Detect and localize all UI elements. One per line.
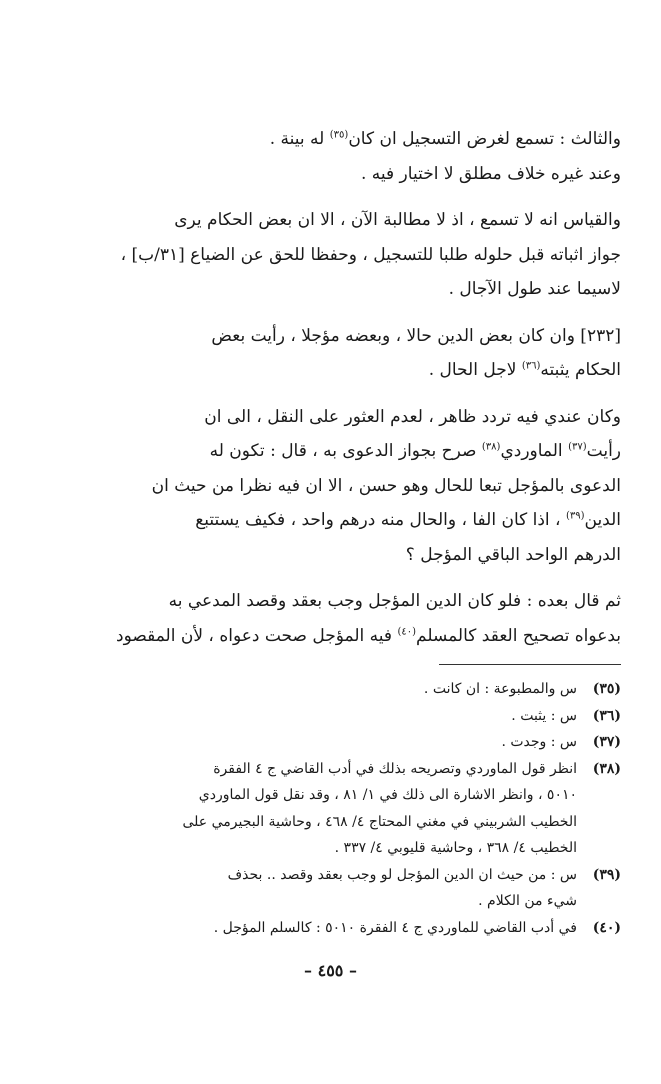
footnote <box>31 915 621 942</box>
text-line <box>31 469 621 504</box>
text-run: وعند غيره خلاف مطلق لا اختيار فيه . <box>360 163 621 184</box>
footnote-ref: (٣٨) <box>481 441 501 453</box>
footnotes <box>31 676 621 941</box>
text-run: لاجل الحال . <box>428 360 522 380</box>
footnote-ref: (٤٠) <box>397 625 416 637</box>
text-run: بدعواه تصحيح العقد كالمسلم <box>416 625 621 646</box>
footnote-separator <box>439 664 621 665</box>
footnote-number: (٣٩) <box>592 866 621 883</box>
footnote-line: الخطيب ٤/ ٣٦٨ ، وحاشية قليوبي ٤/ ٣٣٧ . <box>334 840 577 856</box>
text-line <box>31 319 621 354</box>
footnote-line: س : وجدت . <box>501 734 577 750</box>
text-line <box>31 434 621 469</box>
footnote-text <box>31 756 577 862</box>
text-line <box>31 203 621 238</box>
text-line <box>31 157 621 192</box>
footnote-line: س والمطبوعة : ان كانت . <box>423 681 577 697</box>
text-run: الدين <box>584 510 621 530</box>
footnote-number: (٣٦) <box>592 707 621 724</box>
text-run: الماوردي <box>500 441 569 461</box>
footnote-text <box>31 729 577 756</box>
footnote-number: (٣٧) <box>592 734 621 750</box>
text-line <box>31 353 621 388</box>
text-line <box>31 538 621 573</box>
footnote-ref: (٣٥) <box>329 129 349 141</box>
footnote-line: س : يثبت . <box>511 707 577 724</box>
text-run: لاسيما عند طول الآجال . <box>448 279 621 299</box>
page-number: – ٤٥٥ – <box>304 961 357 980</box>
footnote-line: في أدب القاضي للماوردي ج ٤ الفقرة ٥٠١٠ : كالسلم المؤجل . <box>213 919 577 936</box>
footnote-number: (٣٨) <box>592 760 621 777</box>
text-run: وكان عندي فيه تردد ظاهر ، لعدم العثور على النقل ، الى ان <box>204 406 621 427</box>
paragraph <box>31 400 621 573</box>
footnote-text <box>31 915 577 942</box>
footnote <box>31 676 621 703</box>
text-run: الدرهم الواحد الباقي المؤجل ؟ <box>405 544 621 565</box>
footnote-line: ٥٠١٠ ، وانظر الاشارة الى ذلك في ١/ ٨١ ، وقد نقل قول الماوردي <box>198 787 577 803</box>
footnote-number: (٤٠) <box>592 919 621 936</box>
text-run: له بينة . <box>269 129 330 149</box>
footnote <box>31 862 621 915</box>
footnote-text <box>31 862 577 915</box>
text-line <box>31 122 621 157</box>
footnote-line: س : من حيث ان الدين المؤجل لو وجب بعقد وقصد .. بحذف <box>227 866 577 883</box>
footnote-line: الخطيب الشربيني في مغني المحتاج ٤/ ٤٦٨ ، وحاشية البجيرمي على <box>182 813 577 830</box>
paragraph <box>31 319 621 388</box>
text-run: جواز اثباته قبل حلوله طلبا للتسجيل ، وحفظا للحق عن الضياع [٣١/ب] ، <box>120 244 621 265</box>
text-run: والثالث : تسمع لغرض التسجيل ان كان <box>348 129 621 149</box>
text-run: الدعوى بالمؤجل تبعا للحال وهو حسن ، الا ان فيه نظرا من حيث ان <box>151 475 621 496</box>
paragraph <box>31 122 621 191</box>
paragraph <box>31 203 621 307</box>
footnote <box>31 756 621 862</box>
text-run: الحكام يثبته <box>540 360 621 380</box>
text-run: [٢٣٢] وان كان بعض الدين حالا ، وبعضه مؤجلا ، رأيت بعض <box>211 325 621 346</box>
footnote-ref: (٣٧) <box>568 441 587 453</box>
footnote <box>31 729 621 756</box>
text-run: ، اذا كان الفا ، والحال منه درهم واحد ، فكيف يستتبع <box>195 510 566 530</box>
text-run: رأيت <box>586 441 621 461</box>
text-run: ثم قال بعده : فلو كان الدين المؤجل وجب بعقد وقصد المدعي به <box>168 591 621 611</box>
text-line <box>31 272 621 307</box>
footnote-ref: (٣٩) <box>565 510 585 522</box>
text-line <box>31 503 621 538</box>
text-run: والقياس انه لا تسمع ، اذ لا مطالبة الآن ، الا ان بعض الحكام يرى <box>174 210 621 230</box>
footnote-line: انظر قول الماوردي وتصريحه بذلك في أدب القاضي ج ٤ الفقرة <box>213 760 577 777</box>
footnote-text <box>31 703 577 730</box>
footnote-text <box>31 676 577 703</box>
footnote-line: شيء من الكلام . <box>478 893 577 909</box>
main-text <box>31 122 621 653</box>
text-line <box>31 584 621 619</box>
text-line <box>31 238 621 273</box>
footnote-ref: (٣٦) <box>521 360 541 372</box>
text-line <box>31 619 621 654</box>
text-run: فيه المؤجل صحت دعواه ، لأن المقصود <box>116 625 398 646</box>
text-run: صرح بجواز الدعوى به ، قال : تكون له <box>209 441 482 461</box>
footnote-number: (٣٥) <box>592 681 621 697</box>
paragraph <box>31 584 621 653</box>
text-line <box>31 400 621 435</box>
footnote <box>31 703 621 730</box>
